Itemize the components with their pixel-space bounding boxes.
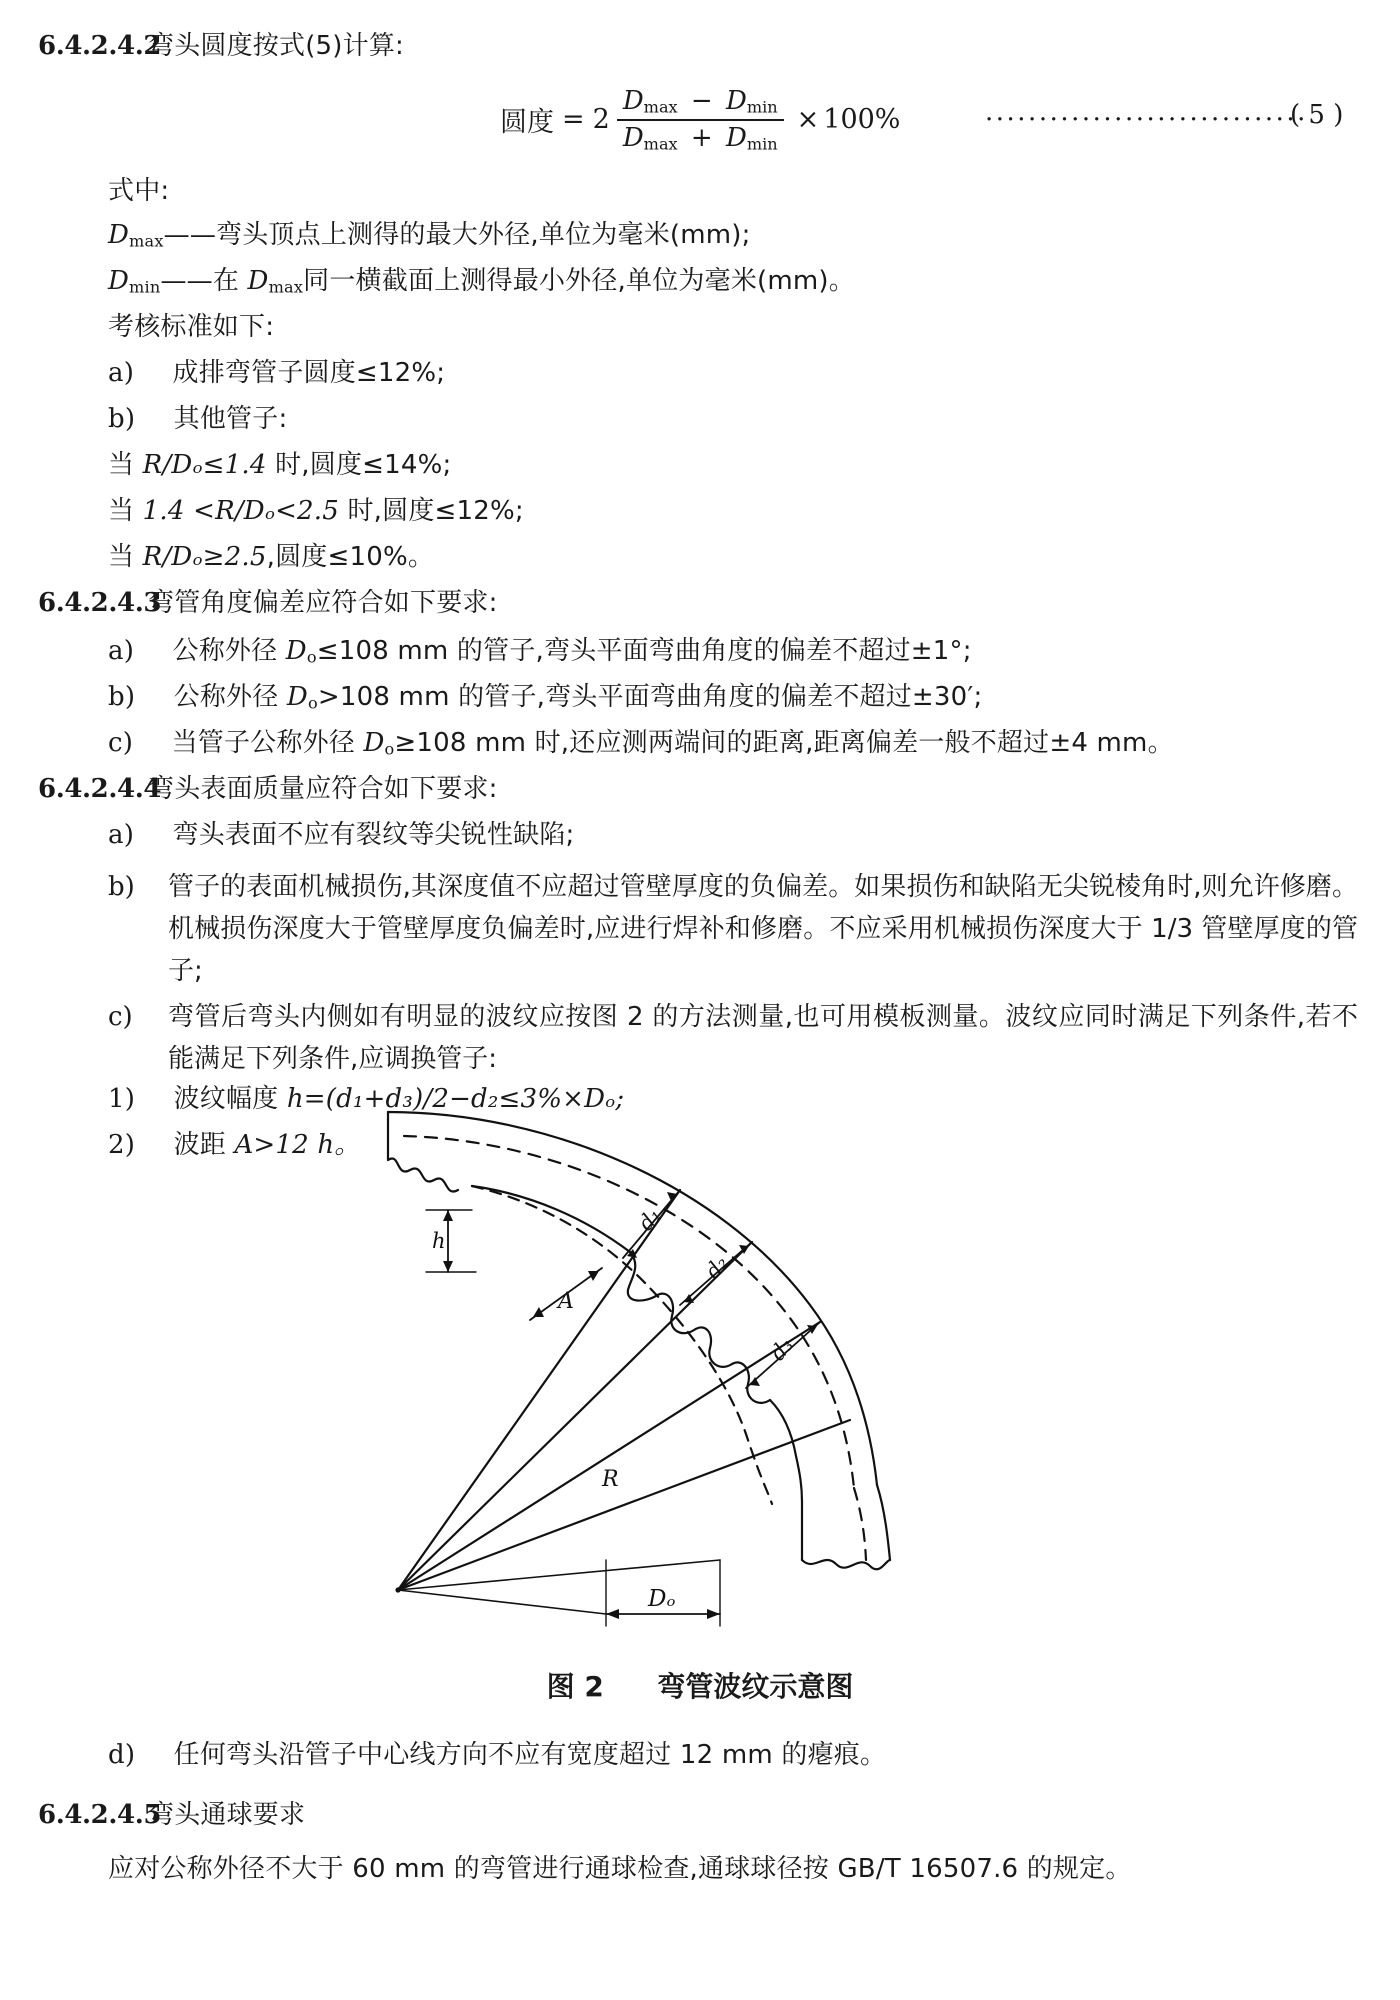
numerator-dmax-subscript: max (643, 97, 678, 117)
formula-coefficient: 2 (592, 104, 610, 136)
angle-item-a-text-pre: 公称外径 (172, 636, 286, 666)
ripple-condition-2-label: 波距 (173, 1130, 235, 1160)
dmin-definition-post: 同一横截面上测得最小外径,单位为毫米(mm)。 (303, 266, 855, 296)
figure-label-d3: d₃ (765, 1333, 798, 1366)
criteria-heading: 考核标准如下: (108, 312, 275, 342)
formula-fraction (617, 86, 784, 153)
condition-2-suffix: 时,圆度≤12%; (339, 496, 524, 526)
angle-item-c (108, 730, 1174, 758)
dmax-subscript: max (129, 231, 164, 251)
figure-label-d1: d₁ (633, 1203, 666, 1236)
ripple-condition-1-formula: h=(d₁+d₃)/2−d₂≤3%×Dₒ; (286, 1084, 625, 1114)
condition-1-prefix: 当 (108, 450, 143, 480)
formula-lhs: 圆度 (500, 107, 554, 139)
clause-number-6-4-2-4-2: 6.4.2.4.2 (38, 31, 162, 61)
tail-item-d-mark: d) (108, 1740, 136, 1770)
angle-item-b-subscript: o (307, 693, 318, 713)
angle-item-c-text-pre: 当管子公称外径 (171, 728, 364, 758)
outer-wall-straight (877, 1485, 890, 1560)
formula-5 (500, 86, 900, 153)
criteria-item-b (108, 406, 287, 432)
surface-item-b-mark-wrap (108, 866, 168, 908)
angle-item-c-text-post: ≥108 mm 时,还应测两端间的距离,距离偏差一般不超过±4 mm。 (394, 728, 1174, 758)
numerator-operator: − (690, 86, 713, 116)
condition-2-expression: 1.4 <R/Dₒ<2.5 (142, 496, 340, 526)
numerator-dmin-subscript: min (746, 97, 778, 117)
figure-2-caption-title: 弯管波纹示意图 (657, 1670, 854, 1703)
formula-times: × (796, 104, 820, 136)
symbol-definition-dmin (108, 268, 855, 296)
inner-wall-corrugation (628, 1252, 770, 1403)
angle-item-a-mark: a) (108, 636, 135, 666)
condition-2-prefix: 当 (108, 496, 143, 526)
criteria-item-a-text: 成排弯管子圆度≤12%; (172, 358, 446, 388)
dmin-definition-pre: 在 (212, 266, 248, 296)
condition-1-expression: R/Dₒ≤1.4 (142, 450, 267, 480)
dim-h-arrow-bottom (443, 1261, 453, 1272)
tail-item-d (108, 1742, 886, 1768)
leader-dots: ······························ (985, 105, 1308, 135)
angle-item-b (108, 684, 982, 712)
surface-item-a-mark: a) (108, 820, 135, 850)
tail-item-d-text: 任何弯头沿管子中心线方向不应有宽度超过 12 mm 的瘪痕。 (173, 1740, 887, 1770)
angle-item-b-text-post: >108 mm 的管子,弯头平面弯曲角度的偏差不超过±30′; (317, 682, 983, 712)
angle-item-c-symbol: D (363, 728, 385, 758)
formula-percent: 100% (823, 104, 901, 136)
inner-wall-dashed-envelope (472, 1186, 772, 1504)
surface-item-c-mark: c) (108, 1002, 133, 1032)
dim-d2-arrow-a (684, 1294, 694, 1303)
outer-wall-dashed-straight (854, 1488, 866, 1560)
formula-numerator (617, 86, 784, 119)
clause-title-6-4-2-4-4: 弯头表面质量应符合如下要求: (148, 774, 498, 804)
condition-3-suffix: ,圆度≤10%。 (266, 542, 435, 572)
figure-label-A: A (558, 1289, 574, 1314)
ball-test-text: 应对公称外径不大于 60 mm 的弯管进行通球检查,通球球径按 GB/T 16507.6 的规定。 (108, 1854, 1132, 1884)
denominator-dmin-symbol: D (725, 122, 747, 153)
dmin-subscript: min (129, 277, 161, 297)
formula-equals: = (562, 104, 585, 136)
angle-item-a-symbol: D (285, 636, 307, 666)
denominator-dmax-subscript: max (643, 134, 678, 154)
inner-wall-lower-smooth (770, 1400, 802, 1502)
clause-number-6-4-2-4-4: 6.4.2.4.4 (38, 774, 162, 804)
formula-denominator (617, 121, 784, 154)
ripple-condition-2-mark: 2) (108, 1130, 136, 1160)
figure-2-svg (380, 1090, 1080, 1650)
outer-wall-dashed-arc (404, 1136, 854, 1488)
figure-2-caption (0, 1665, 1400, 1705)
dmax-definition-text: 弯头顶点上测得的最大外径,单位为毫米(mm); (216, 220, 751, 250)
denominator-dmax-symbol: D (622, 122, 644, 153)
surface-item-b-text: 管子的表面机械损伤,其深度值不应超过管壁厚度的负偏差。如果损伤和缺陷无尖锐棱角时,则允许修磨。机械损伤深度大于管壁厚度负偏差时,应进行焊补和修磨。不应采用机械损伤深度大于 1/3 管壁厚度的管子; (168, 872, 1358, 986)
dmax-dash: —— (163, 220, 217, 250)
clause-number-6-4-2-4-3: 6.4.2.4.3 (38, 588, 162, 618)
condition-1-suffix: 时,圆度≤14%; (266, 450, 452, 480)
figure-label-Do: Dₒ (648, 1586, 676, 1612)
symbol-definition-dmax (108, 222, 751, 250)
ripple-condition-2-formula: A>12 h。 (234, 1130, 361, 1160)
figure-2-bend-ripple-diagram (380, 1090, 1080, 1650)
clause-title-6-4-2-4-5: 弯头通球要求 (148, 1800, 306, 1830)
clause-number-6-4-2-4-5: 6.4.2.4.5 (38, 1800, 162, 1830)
numerator-dmin-symbol: D (725, 86, 747, 116)
criteria-item-a (108, 360, 445, 386)
dim-d3-arrow-a (750, 1377, 760, 1386)
ripple-condition-1-label: 波纹幅度 (173, 1084, 287, 1114)
angle-item-b-text-pre: 公称外径 (173, 682, 287, 712)
dim-Do-arrow-left (606, 1609, 619, 1619)
numerator-dmax-symbol: D (622, 86, 644, 116)
ray-d2 (398, 1242, 752, 1590)
denominator-dmin-subscript: min (746, 134, 778, 154)
inner-wall-upper-smooth (472, 1186, 630, 1252)
dmin-symbol: D (108, 266, 130, 296)
angle-item-a (108, 638, 972, 666)
dim-Do-arrow-right (707, 1609, 720, 1619)
bottom-torn-edge (802, 1560, 890, 1569)
criteria-item-a-mark: a) (108, 358, 135, 388)
angle-item-a-text-post: ≤108 mm 的管子,弯头平面弯曲角度的偏差不超过±1°; (316, 636, 972, 666)
condition-3-prefix: 当 (108, 542, 143, 572)
equation-number-5: ( 5 ) (1290, 100, 1344, 130)
clause-title-6-4-2-4-2: 弯头圆度按式(5)计算: (148, 31, 404, 61)
where-label: 式中: (108, 176, 170, 206)
dmax-symbol: D (108, 220, 130, 250)
figure-label-h: h (432, 1229, 446, 1253)
angle-item-a-subscript: o (306, 647, 317, 667)
surface-item-b-mark: b) (108, 872, 135, 902)
condition-row-1 (108, 452, 451, 478)
surface-item-a-text: 弯头表面不应有裂纹等尖锐性缺陷; (172, 820, 575, 850)
surface-item-c-text: 弯管后弯头内侧如有明显的波纹应按图 2 的方法测量,也可用模板测量。波纹应同时满足下列条件,若不能满足下列条件,应调换管子: (168, 1002, 1358, 1074)
dmin-ref-symbol: D (247, 266, 269, 296)
surface-item-a (108, 822, 574, 848)
lower-construction-left (398, 1590, 606, 1614)
angle-item-c-subscript: o (384, 739, 395, 759)
surface-item-c-mark-wrap (108, 996, 168, 1038)
ripple-condition-2 (108, 1132, 361, 1158)
denominator-operator: + (690, 122, 713, 153)
criteria-item-b-mark: b) (108, 404, 136, 434)
ripple-condition-1-mark: 1) (108, 1084, 136, 1114)
condition-3-expression: R/Dₒ≥2.5 (142, 542, 267, 572)
top-torn-edge (388, 1112, 458, 1192)
figure-label-R: R (602, 1467, 619, 1492)
dmin-dash: —— (160, 266, 213, 296)
condition-row-3 (108, 544, 434, 570)
angle-item-c-mark: c) (108, 728, 134, 758)
condition-row-2 (108, 498, 524, 524)
angle-item-b-mark: b) (108, 682, 136, 712)
criteria-item-b-text: 其他管子: (173, 404, 288, 434)
figure-2-caption-label: 图 2 (546, 1670, 604, 1703)
dim-h-arrow-top (443, 1210, 453, 1221)
figure-label-d2: d₂ (700, 1251, 733, 1284)
clause-title-6-4-2-4-3: 弯管角度偏差应符合如下要求: (148, 588, 498, 618)
dmin-ref-subscript: max (268, 277, 304, 297)
angle-item-b-symbol: D (286, 682, 308, 712)
